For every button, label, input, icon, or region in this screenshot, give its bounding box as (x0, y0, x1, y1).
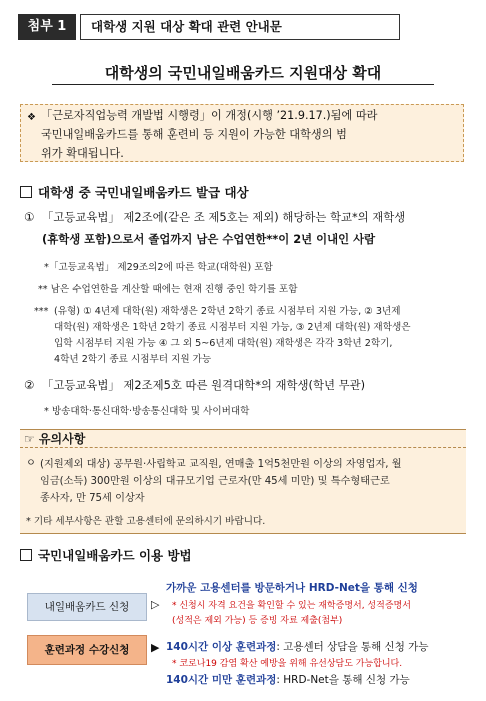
course-registration-step: 훈련과정 수강신청 (27, 635, 147, 665)
section-heading-usage (20, 546, 192, 564)
section-title: 국민내일배움카드 이용 방법 (38, 548, 192, 563)
eligibility-item-1-line: (휴학생 포함)으로서 졸업까지 남은 수업연한**이 2년 이내인 사람 (42, 232, 376, 246)
caution-divider (20, 447, 466, 448)
eligibility-item-2-num: ② (24, 378, 35, 392)
step2-text: : 고용센터 상담을 통해 신청 가능 (276, 641, 429, 653)
caution-heading: ☞ 유의사항 (24, 432, 86, 446)
attachment-tag: 첨부 1 (18, 14, 76, 40)
card-application-step: 내일배움카드 신청 (27, 593, 147, 621)
footnote: ** 남은 수업연한을 계산할 때에는 현재 진행 중인 학기를 포함 (38, 284, 298, 295)
caution-line: (지원제외 대상) 공무원·사립학교 교직원, 연매출 1억5천만원 이상의 자영업자, 월 (40, 459, 402, 470)
footnote-line: (유형) ① 4년제 대학(원) 재학생은 2학년 2학기 종료 시점부터 지원 가능, ② 3년제 (54, 306, 401, 317)
eligibility-item-1-num: ① (24, 210, 35, 224)
step2-text: : HRD-Net을 통해 신청 가능 (276, 674, 410, 686)
section-title: 대학생 중 국민내일배움카드 발급 대상 (38, 185, 249, 200)
step1-main: 가까운 고용센터를 방문하거나 HRD-Net을 통해 신청 (166, 582, 418, 594)
step1-note: * 신청시 자격 요건을 확인할 수 있는 재학증명서, 성적증명서 (172, 601, 411, 611)
footnote: *「고등교육법」 제29조의2에 따른 학교(대학원) 포함 (44, 262, 273, 273)
step1-note: (성적은 제외 가능) 등 증빙 자료 제출(첨부) (172, 616, 343, 626)
footnote-line: 4학년 2학기 종료 시점부터 지원 가능 (54, 354, 212, 365)
caution-bullet: ㅇ (26, 458, 36, 469)
diamond-bullet-icon: ❖ (27, 112, 36, 123)
intro-line: 위가 확대됩니다. (41, 147, 124, 160)
eligibility-item-2-line: 「고등교육법」 제2조제5호 따른 원격대학*의 재학생(학년 무관) (42, 378, 366, 392)
caution-line: 종사자, 만 75세 이상자 (40, 493, 145, 504)
footnote-line: 대학(원) 재학생은 1학년 2학기 종료 시점부터 지원 가능, ③ 2년제 대학(원) 재학생은 (54, 322, 411, 333)
step2-highlight: 140시간 미만 훈련과정 (166, 674, 277, 686)
intro-line: 국민내일배움카드를 통해 훈련비 등 지원이 가능한 대학생의 범 (41, 128, 347, 141)
caution-line: 임금(소득) 300만원 이상의 대규모기업 근로자(만 45세 미만) 및 특수형태근로 (40, 476, 390, 487)
arrow-right-filled-icon: ▶ (151, 641, 160, 654)
step1-main-text (166, 580, 418, 595)
caution-text (40, 456, 402, 507)
square-bullet-icon (20, 186, 32, 198)
eligibility-item-1-line: 「고등교육법」 제2조에(같은 조 제5호는 제외) 해당하는 학교*의 재학생 (42, 210, 406, 224)
step2-highlight: 140시간 이상 훈련과정 (166, 641, 277, 653)
intro-text (41, 106, 457, 163)
section-heading-eligibility (20, 183, 249, 201)
step2-line-2 (166, 672, 410, 687)
footnote-line: 입학 시점부터 지원 가능 ④ 그 외 5~6년제 대학(원) 재학생은 각각 3학년 2학기, (54, 338, 393, 349)
arrow-right-outline-icon: ▷ (151, 598, 160, 611)
title-underline (52, 84, 434, 85)
page-title: 대학생의 국민내일배움카드 지원대상 확대 (104, 64, 382, 82)
intro-line: 「근로자직업능력 개발법 시행령」이 개정(시행 ’21.9.17.)됨에 따라 (41, 109, 378, 122)
square-bullet-icon (20, 549, 32, 561)
step2-line-1 (166, 639, 428, 654)
footnote-mark: *** (34, 306, 49, 317)
intro-box (20, 104, 464, 162)
footnote: * 방송대학·통신대학·방송통신대학 및 사이버대학 (44, 406, 250, 417)
step2-note: * 코로나19 감염 확산 예방을 위해 유선상담도 가능합니다. (172, 659, 403, 669)
caution-footnote: * 기타 세부사항은 관할 고용센터에 문의하시기 바랍니다. (26, 516, 266, 527)
topic-box: 대학생 지원 대상 확대 관련 안내문 (80, 14, 400, 40)
footnote-types (54, 304, 468, 368)
